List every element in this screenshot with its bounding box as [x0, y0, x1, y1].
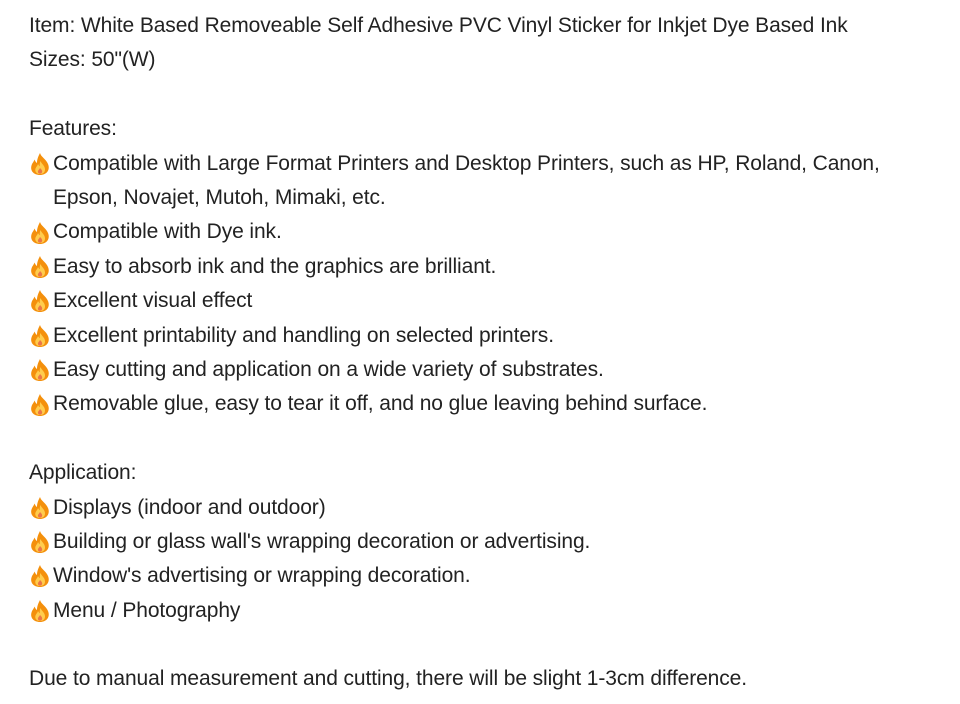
features-list-item	[29, 215, 949, 249]
feature-text: Excellent printability and handling on selected printers.	[53, 323, 554, 347]
features-heading: Features:	[29, 117, 117, 141]
spacer	[29, 422, 949, 456]
item-line: Item: White Based Removeable Self Adhesive PVC Vinyl Sticker for Inkjet Dye Based Ink	[29, 14, 848, 37]
application-text: Displays (indoor and outdoor)	[53, 495, 326, 519]
application-text: Window's advertising or wrapping decoration.	[53, 564, 471, 588]
spacer	[29, 628, 949, 662]
features-list-item	[29, 387, 949, 421]
fire-icon	[29, 353, 53, 387]
features-list-item	[29, 319, 949, 353]
application-text: Menu / Photography	[53, 598, 241, 622]
product-description	[29, 9, 949, 697]
fire-icon	[29, 559, 53, 593]
application-list-item	[29, 559, 949, 593]
fire-icon	[29, 215, 53, 249]
fire-icon	[29, 594, 53, 628]
fire-icon	[29, 250, 53, 284]
measurement-note: Due to manual measurement and cutting, there will be slight 1-3cm difference.	[29, 667, 747, 691]
feature-text: Removable glue, easy to tear it off, and no glue leaving behind surface.	[53, 392, 708, 416]
application-text: Building or glass wall's wrapping decoration or advertising.	[53, 529, 591, 553]
spacer	[29, 78, 949, 112]
features-list-item	[29, 284, 949, 318]
fire-icon	[29, 147, 53, 181]
features-list-item	[29, 353, 949, 387]
feature-text: Easy cutting and application on a wide variety of substrates.	[53, 357, 604, 381]
features-list-item	[29, 147, 949, 216]
fire-icon	[29, 387, 53, 421]
application-list-item	[29, 491, 949, 525]
application-heading: Application:	[29, 461, 137, 485]
sizes-line: Sizes: 50"(W)	[29, 48, 156, 72]
fire-icon	[29, 525, 53, 559]
fire-icon	[29, 491, 53, 525]
feature-text: Compatible with Dye ink.	[53, 220, 282, 244]
fire-icon	[29, 284, 53, 318]
features-list-item	[29, 250, 949, 284]
fire-icon	[29, 319, 53, 353]
feature-text: Compatible with Large Format Printers and Desktop Printers, such as HP, Roland, Canon, Epson, Novajet, Mutoh, Mimaki, etc.	[53, 151, 880, 209]
application-list-item	[29, 525, 949, 559]
feature-text: Easy to absorb ink and the graphics are brilliant.	[53, 254, 497, 278]
application-list-item	[29, 594, 949, 628]
feature-text: Excellent visual effect	[53, 289, 253, 313]
